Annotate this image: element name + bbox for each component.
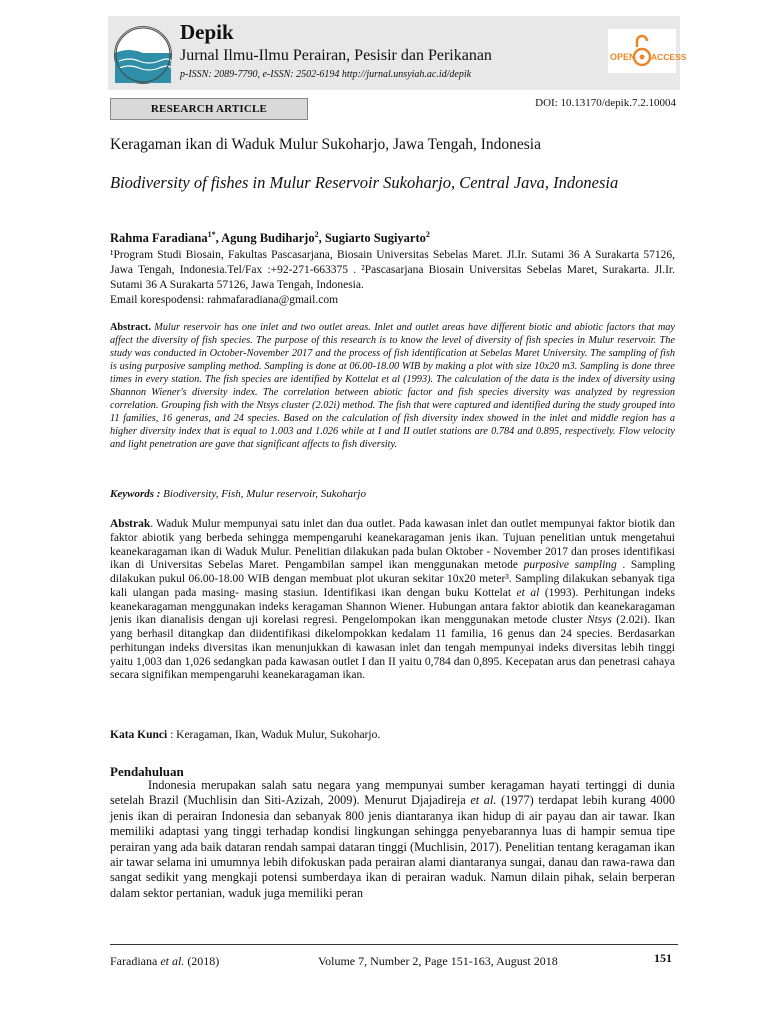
abstract-english (110, 322, 675, 452)
footer-citation (110, 954, 219, 969)
footer-divider (110, 944, 678, 945)
author-2: , Agung Budiharjo (215, 231, 315, 246)
abstrak-text-2: . Sampling dilakukan pukul 06.00-18.00 WIB dengan membuat plot ukuran sekitar 10x20 meter³. Sampling dilakukan sebanyak tiga kali ulangan pada masing- masing stasiun. Identifikasi ikan dengan buku Kottelat (110, 559, 675, 599)
author-3: , Sugiarto Sugiyarto (318, 231, 426, 246)
author-1: Rahma Faradiana (110, 231, 208, 246)
abstract-text: Mulur reservoir has one inlet and two outlet areas. Inlet and outlet areas have different biotic and abiotic factors that may affect the diversity of fish species. The purpose of this research is to know the level of diversity of fish species in Mulur reservoir. The study was conducted in October-November 2017 and the process of fish identification at Sebelas Maret University. The sampling of fish is using purposive sampling method. Sampling is done at 06.00-18.00 WIB by making a plot with size 10x20 m3. Sampling is done three times in every station. The fish species are identified by Kottelat et al (1993). The calculation of the data is the index of diversity using Shannon Wiener's diversity index. The correlation between abiotic factor and fish species diversity was analyzed by regression correlation. Grouping fish with the Ntsys cluster (2.02i) method. The fish that were captured and identified during the study grouped into 11 families, 16 generas, and 24 species. Based on the calculation of fish diversity index showed in the inlet and middle region has a higher diversity index that is equal to 1.003 and 1.026 while at I and II outlet stations are 0.784 and 0.895, respectively. Flow velocity and light penetration are gave that significant affects to fish diversity. (110, 322, 675, 450)
abstract-indonesian (110, 518, 675, 683)
journal-header (108, 16, 687, 90)
journal-issn-line: p-ISSN: 2089-7790, e-ISSN: 2502-6194 http://jurnal.unsyiah.ac.id/depik (180, 69, 472, 80)
journal-full-name: Jurnal Ilmu-Ilmu Perairan, Pesisir dan Perikanan (180, 47, 492, 64)
journal-logo-icon (114, 26, 172, 84)
section-heading-introduction: Pendahuluan (110, 764, 184, 779)
introduction-paragraph (110, 778, 675, 901)
keywords-english (110, 488, 675, 500)
abstrak-italic-3: Ntsys (586, 614, 612, 627)
open-access-logo (608, 29, 687, 73)
correspondence-email[interactable]: Email korespodensi: rahmafaradiana@gmail.com (110, 294, 339, 306)
article-type-badge: RESEARCH ARTICLE (110, 98, 308, 120)
affiliation-text: ¹Program Studi Biosain, Fakultas Pascasarjana, Biosain Universitas Sebelas Maret. Jl.Ir. Sutami 36 A Surakarta 57126, Jawa Tengah, Indonesia.Tel/Fax :+92-271-663375 . ²Pascasarjana Biosain Universitas Sebelas Maret, Surakarta. Jl.Ir. Sutami 36 A Surakarta 57126, Jawa Tengah, Indonesia. (110, 249, 675, 291)
footer-etal: et al. (160, 954, 185, 968)
keywords-indonesian (110, 729, 675, 741)
kata-kunci-text: : Keragaman, Ikan, Waduk Mulur, Sukoharjo. (167, 729, 381, 741)
footer-volume: Volume 7, Number 2, Page 151-163, August 2018 (318, 954, 558, 968)
abstract-label: Abstract. (110, 322, 151, 333)
keywords-text: Biodiversity, Fish, Mulur reservoir, Sukoharjo (160, 488, 366, 500)
intro-italic-1: et al. (470, 793, 497, 808)
author-1-affiliation: 1* (207, 230, 216, 239)
abstrak-text-4: (2.02i). Ikan yang berhasil ditangkap dan diidentifikasi dikelompokkan kedalam 11 familia, 16 genus dan 24 species. Berdasarkan perhitungan indeks diversitas ikan menunjukkan di kawasan inlet dan tengah mempunyai indeks diversitas lebih tinggi yaitu 1,003 dan 1,026 sedangkan pada kawasan outlet I dan II yaitu 0,784 dan 0,895. Kecepatan arus dan penetrasi cahaya secara signifikan mempengaruhi keanekaragaman ikan. (110, 614, 675, 682)
doi-line[interactable]: DOI: 10.13170/depik.7.2.10004 (535, 97, 676, 109)
affiliations (110, 248, 675, 308)
kata-kunci-label: Kata Kunci (110, 729, 168, 741)
keywords-label: Keywords : (110, 488, 161, 500)
page-number: 151 (654, 951, 672, 965)
title-english: Biodiversity of fishes in Mulur Reservoir Sukoharjo, Central Java, Indonesia (110, 173, 619, 192)
footer-year: (2018) (184, 954, 220, 968)
journal-name: Depik (180, 20, 234, 44)
abstrak-italic-1: purposive sampling (523, 559, 617, 572)
open-access-bottom-text: ACCESS (651, 52, 687, 62)
abstrak-italic-2: et al (516, 586, 540, 599)
abstrak-label: Abstrak (110, 518, 151, 530)
title-indonesian: Keragaman ikan di Waduk Mulur Sukoharjo, Jawa Tengah, Indonesia (110, 136, 541, 153)
author-3-affiliation: 2 (425, 230, 430, 239)
intro-text-2: (1977) terdapat lebih kurang 4000 jenis ikan di perairan Indonesia dan sebanyak 800 jenis diantaranya ikan hidup di air payau dan air tawar. Ikan memiliki adaptasi yang tinggi terhadap kondisi lingkungan sehingga penyebarannya luas di hampir semua tipe perairan yang ada baik dataran rendah sampai dataran tinggi (Muchlisin, 2017). Penelitian tentang keragaman ikan air tawar selama ini umumnya lebih difokuskan pada perairan alami diantaranya sungai, danau dan rawa-rawa dan sangat sedikit yang mengkaji potensi sumberdaya ikan di perairan waduk. Namun dilain pihak, selain berperan dalam sektor pertanian, waduk juga memiliki peran (110, 793, 675, 900)
abstrak-text-3: (1993). Perhitungan indeks keanekaragaman menggunakan indeks keragaman Shannon Wiener. Hubungan antara faktor abiotik dan keanekaragaman jenis ikan dianalisis dengan uji korelasi regresi. Pengelompokan ikan menggunakan metode cluster (110, 586, 675, 627)
abstrak-text-1: . Waduk Mulur mempunyai satu inlet dan dua outlet. Pada kawasan inlet dan outlet mempunyai faktor biotik dan faktor abiotik yang berbeda sehingga mempengaruhi keanekaragaman jenis ikan. Tujuan penelitian untuk mengetahui keanekaragaman ikan di Waduk Mulur. Penelitian dilakukan pada bulan Oktober - November 2017 dan proses identifikasi ikan di Universitas Sebelas Maret. Pengambilan sampel ikan menggunakan metode (110, 518, 675, 572)
author-line (110, 230, 430, 246)
author-2-affiliation: 2 (314, 230, 319, 239)
intro-text-1: Indonesia merupakan salah satu negara yang mempunyai sumber keragaman hayati tertinggi di dunia setelah Brazil (Muchlisin dan Siti-Azizah, 2009). Menurut Djajadireja (110, 778, 675, 808)
open-access-top-text: OPEN (610, 52, 636, 62)
footer-author: Faradiana (110, 954, 161, 968)
